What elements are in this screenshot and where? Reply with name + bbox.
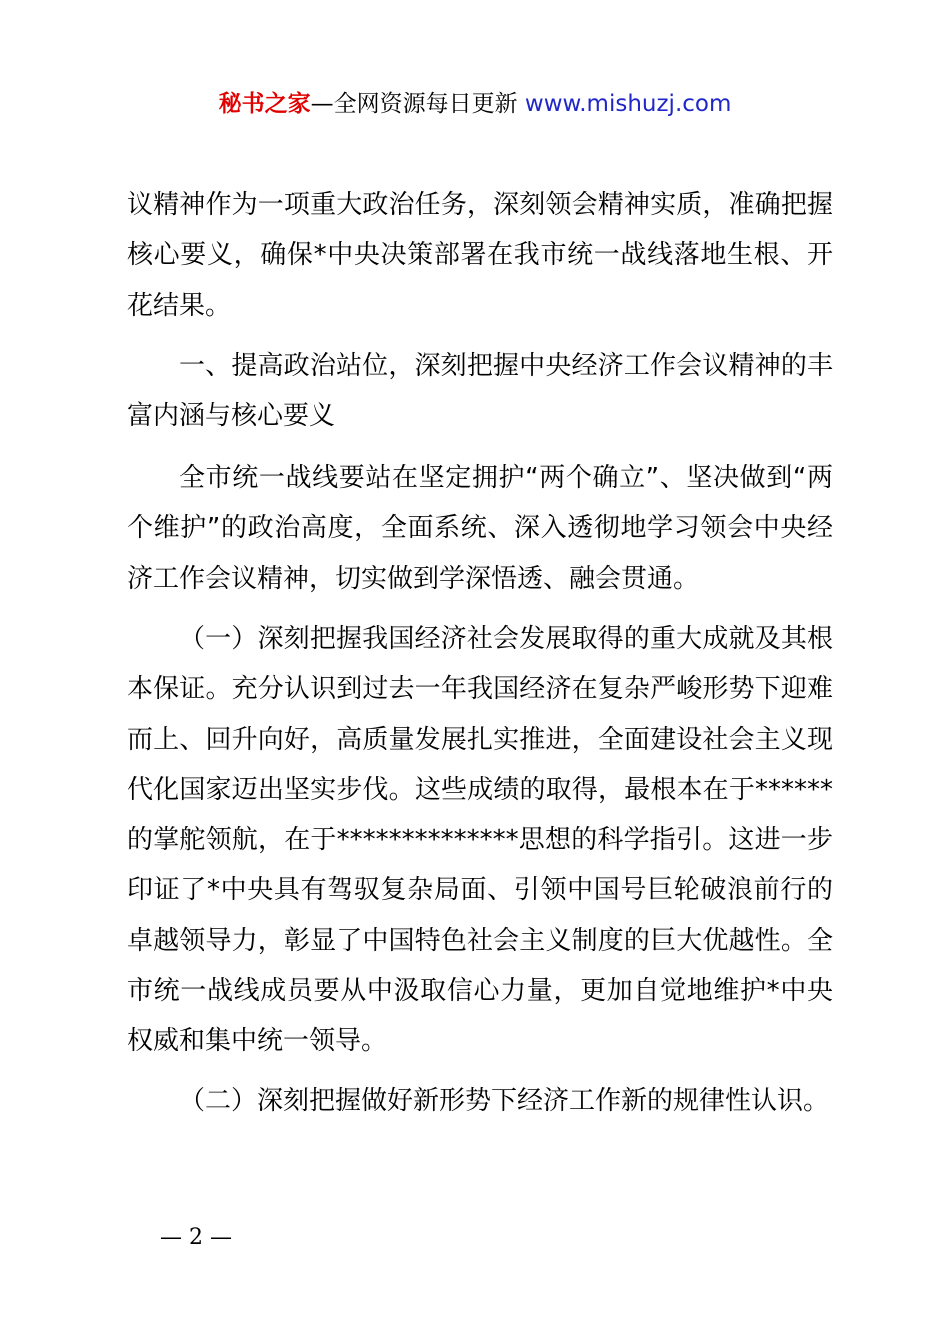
section-heading-1: 一、提高政治站位，深刻把握中央经济工作会议精神的丰富内涵与核心要义 xyxy=(127,351,833,432)
header-tagline: 全网资源每日更新 xyxy=(333,91,518,117)
header-separator: — xyxy=(310,91,334,117)
paragraph-intro: 全市统一战线要站在坚定拥护“两个确立”、坚决做到“两个维护”的政治高度，全面系统、深入透彻地学习领会中央经济工作会议精神，切实做到学深悟透、融会贯通。 xyxy=(127,463,833,594)
site-header xyxy=(0,86,950,122)
subsection-2-heading: （二）深刻把握做好新形势下经济工作新的规律性认识。 xyxy=(179,1086,830,1116)
site-brand: 秘书之家 xyxy=(218,91,311,117)
site-url-link[interactable]: www.mishuzj.com xyxy=(524,91,732,117)
subsection-1-paragraph: （一）深刻把握我国经济社会发展取得的重大成就及其根本保证。充分认识到过去一年我国经济在复杂严峻形势下迎难而上、回升向好，高质量发展扎实推进，全面建设社会主义现代化国家迈出坚实步伐。这些成绩的取得，最根本在于******的掌舵领航，在于**************思想的科学指引。这进一步印证了*中央具有驾驭复杂局面、引领中国号巨轮破浪前行的卓越领导力，彰显了中国特色社会主义制度的巨大优越性。全市统一战线成员要从中汲取信心力量，更加自觉地维护*中央权威和集中统一领导。 xyxy=(127,624,833,1057)
paragraph-continuation: 议精神作为一项重大政治任务，深刻领会精神实质，准确把握核心要义，确保*中央决策部署在我市统一战线落地生根、开花结果。 xyxy=(127,190,833,321)
page-number: — 2 — xyxy=(160,1225,232,1250)
